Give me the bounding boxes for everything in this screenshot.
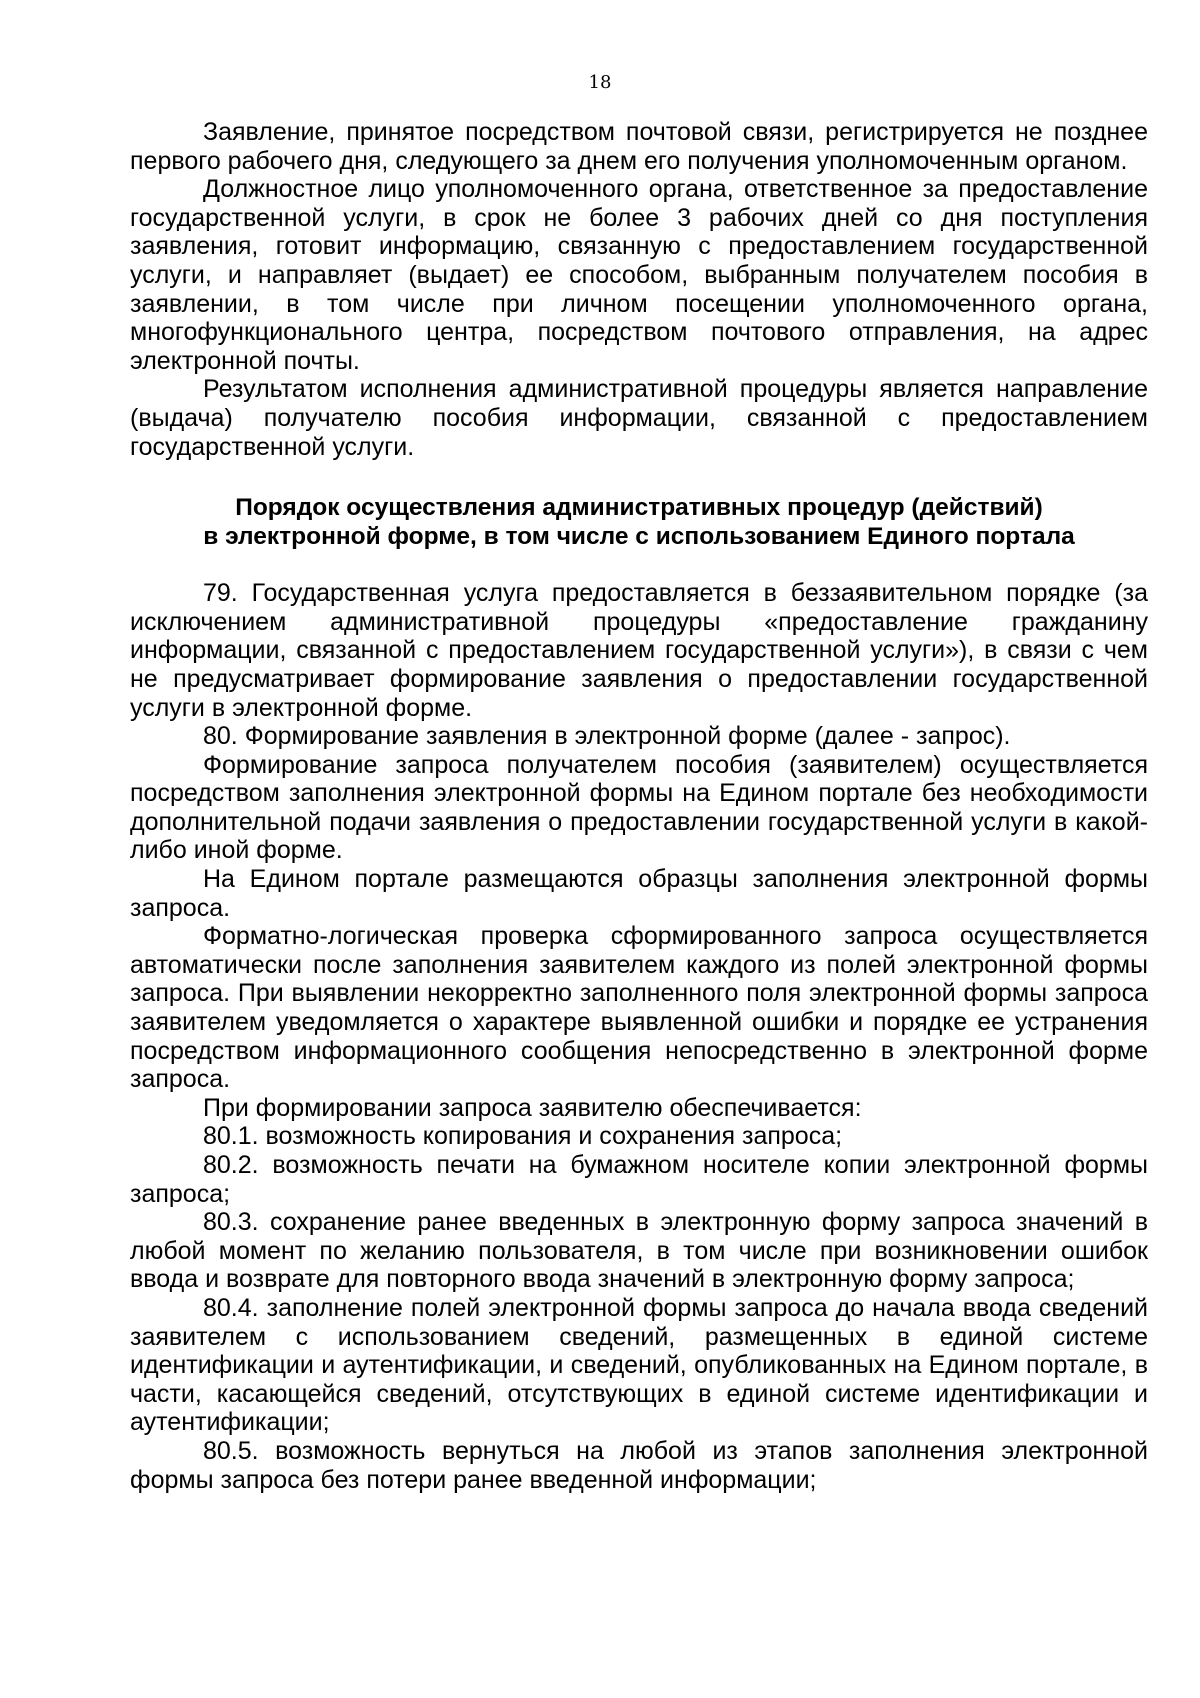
- paragraph-80: 80. Формирование заявления в электронной форме (далее - запрос).: [203, 722, 1011, 751]
- paragraph-official-responsible: Должностное лицо уполномоченного органа, ответственное за предоставление государственной услуги, в срок не более 3 рабочих дней со дня поступления заявления, готовит информацию, связанную с предоставлением государственной услуги, и направляет (выдает) ее способом, выбранным получателем пособия в заявлении, в том числе при личном посещении уполномоченного органа, многофункционального центра, посредством почтового отправления, на адрес электронной почты.: [130, 175, 1148, 375]
- paragraph-samples: На Едином портале размещаются образцы заполнения электронной формы запроса.: [130, 865, 1148, 922]
- document-body: [130, 118, 1148, 1494]
- paragraph-format-check: Форматно-логическая проверка сформированного запроса осуществляется автоматически после заполнения заявителем каждого из полей электронной формы запроса. При выявлении некорректно заполненного поля электронной формы запроса заявителем уведомляется о характере выявленной ошибки и порядке ее устранения посредством информационного сообщения непосредственно в электронной форме запроса.: [130, 922, 1148, 1094]
- paragraph-80-1: 80.1. возможность копирования и сохранения запроса;: [203, 1122, 843, 1151]
- section-heading-line-2: в электронной форме, в том числе с использованием Единого портала: [203, 523, 1075, 551]
- paragraph-80-4: 80.4. заполнение полей электронной формы запроса до начала ввода сведений заявителем с использованием сведений, размещенных в единой системе идентификации и аутентификации, и сведений, опубликованных на Едином портале, в части, касающейся сведений, отсутствующих в единой системе идентификации и аутентификации;: [130, 1293, 1148, 1437]
- paragraph-postal-registration: Заявление, принятое посредством почтовой связи, регистрируется не позднее первого рабочего дня, следующего за днем его получения уполномоченным органом.: [130, 118, 1148, 175]
- paragraph-80-3: 80.3. сохранение ранее введенных в электронную форму запроса значений в любой момент по желанию пользователя, в том числе при возникновении ошибок ввода и возврате для повторного ввода значений в электронную форму запроса;: [130, 1208, 1148, 1294]
- paragraph-80-5: 80.5. возможность вернуться на любой из этапов заполнения электронной формы запроса без потери ранее введенной информации;: [130, 1436, 1148, 1494]
- paragraph-procedure-result: Результатом исполнения административной процедуры является направление (выдача) получателю пособия информации, связанной с предоставлением государственной услуги.: [130, 375, 1148, 461]
- paragraph-79: 79. Государственная услуга предоставляется в беззаявительном порядке (за исключением административной процедуры «предоставление гражданину информации, связанной с предоставлением государственной услуги»), в связи с чем не предусматривает формирование заявления о предоставлении государственной услуги в электронной форме.: [130, 579, 1148, 722]
- paragraph-request-forming: Формирование запроса получателем пособия (заявителем) осуществляется посредством заполнения электронной формы на Едином портале без необходимости дополнительной подачи заявления о предоставлении государственной услуги в какой-либо иной форме.: [130, 750, 1148, 865]
- page-number: 18: [588, 72, 612, 93]
- section-heading-line-1: Порядок осуществления административных процедур (действий): [235, 494, 1043, 522]
- paragraph-provided-list-intro: При формировании запроса заявителю обеспечивается:: [203, 1093, 862, 1122]
- paragraph-80-2: 80.2. возможность печати на бумажном носителе копии электронной формы запроса;: [130, 1151, 1148, 1208]
- section-heading: [130, 493, 1148, 551]
